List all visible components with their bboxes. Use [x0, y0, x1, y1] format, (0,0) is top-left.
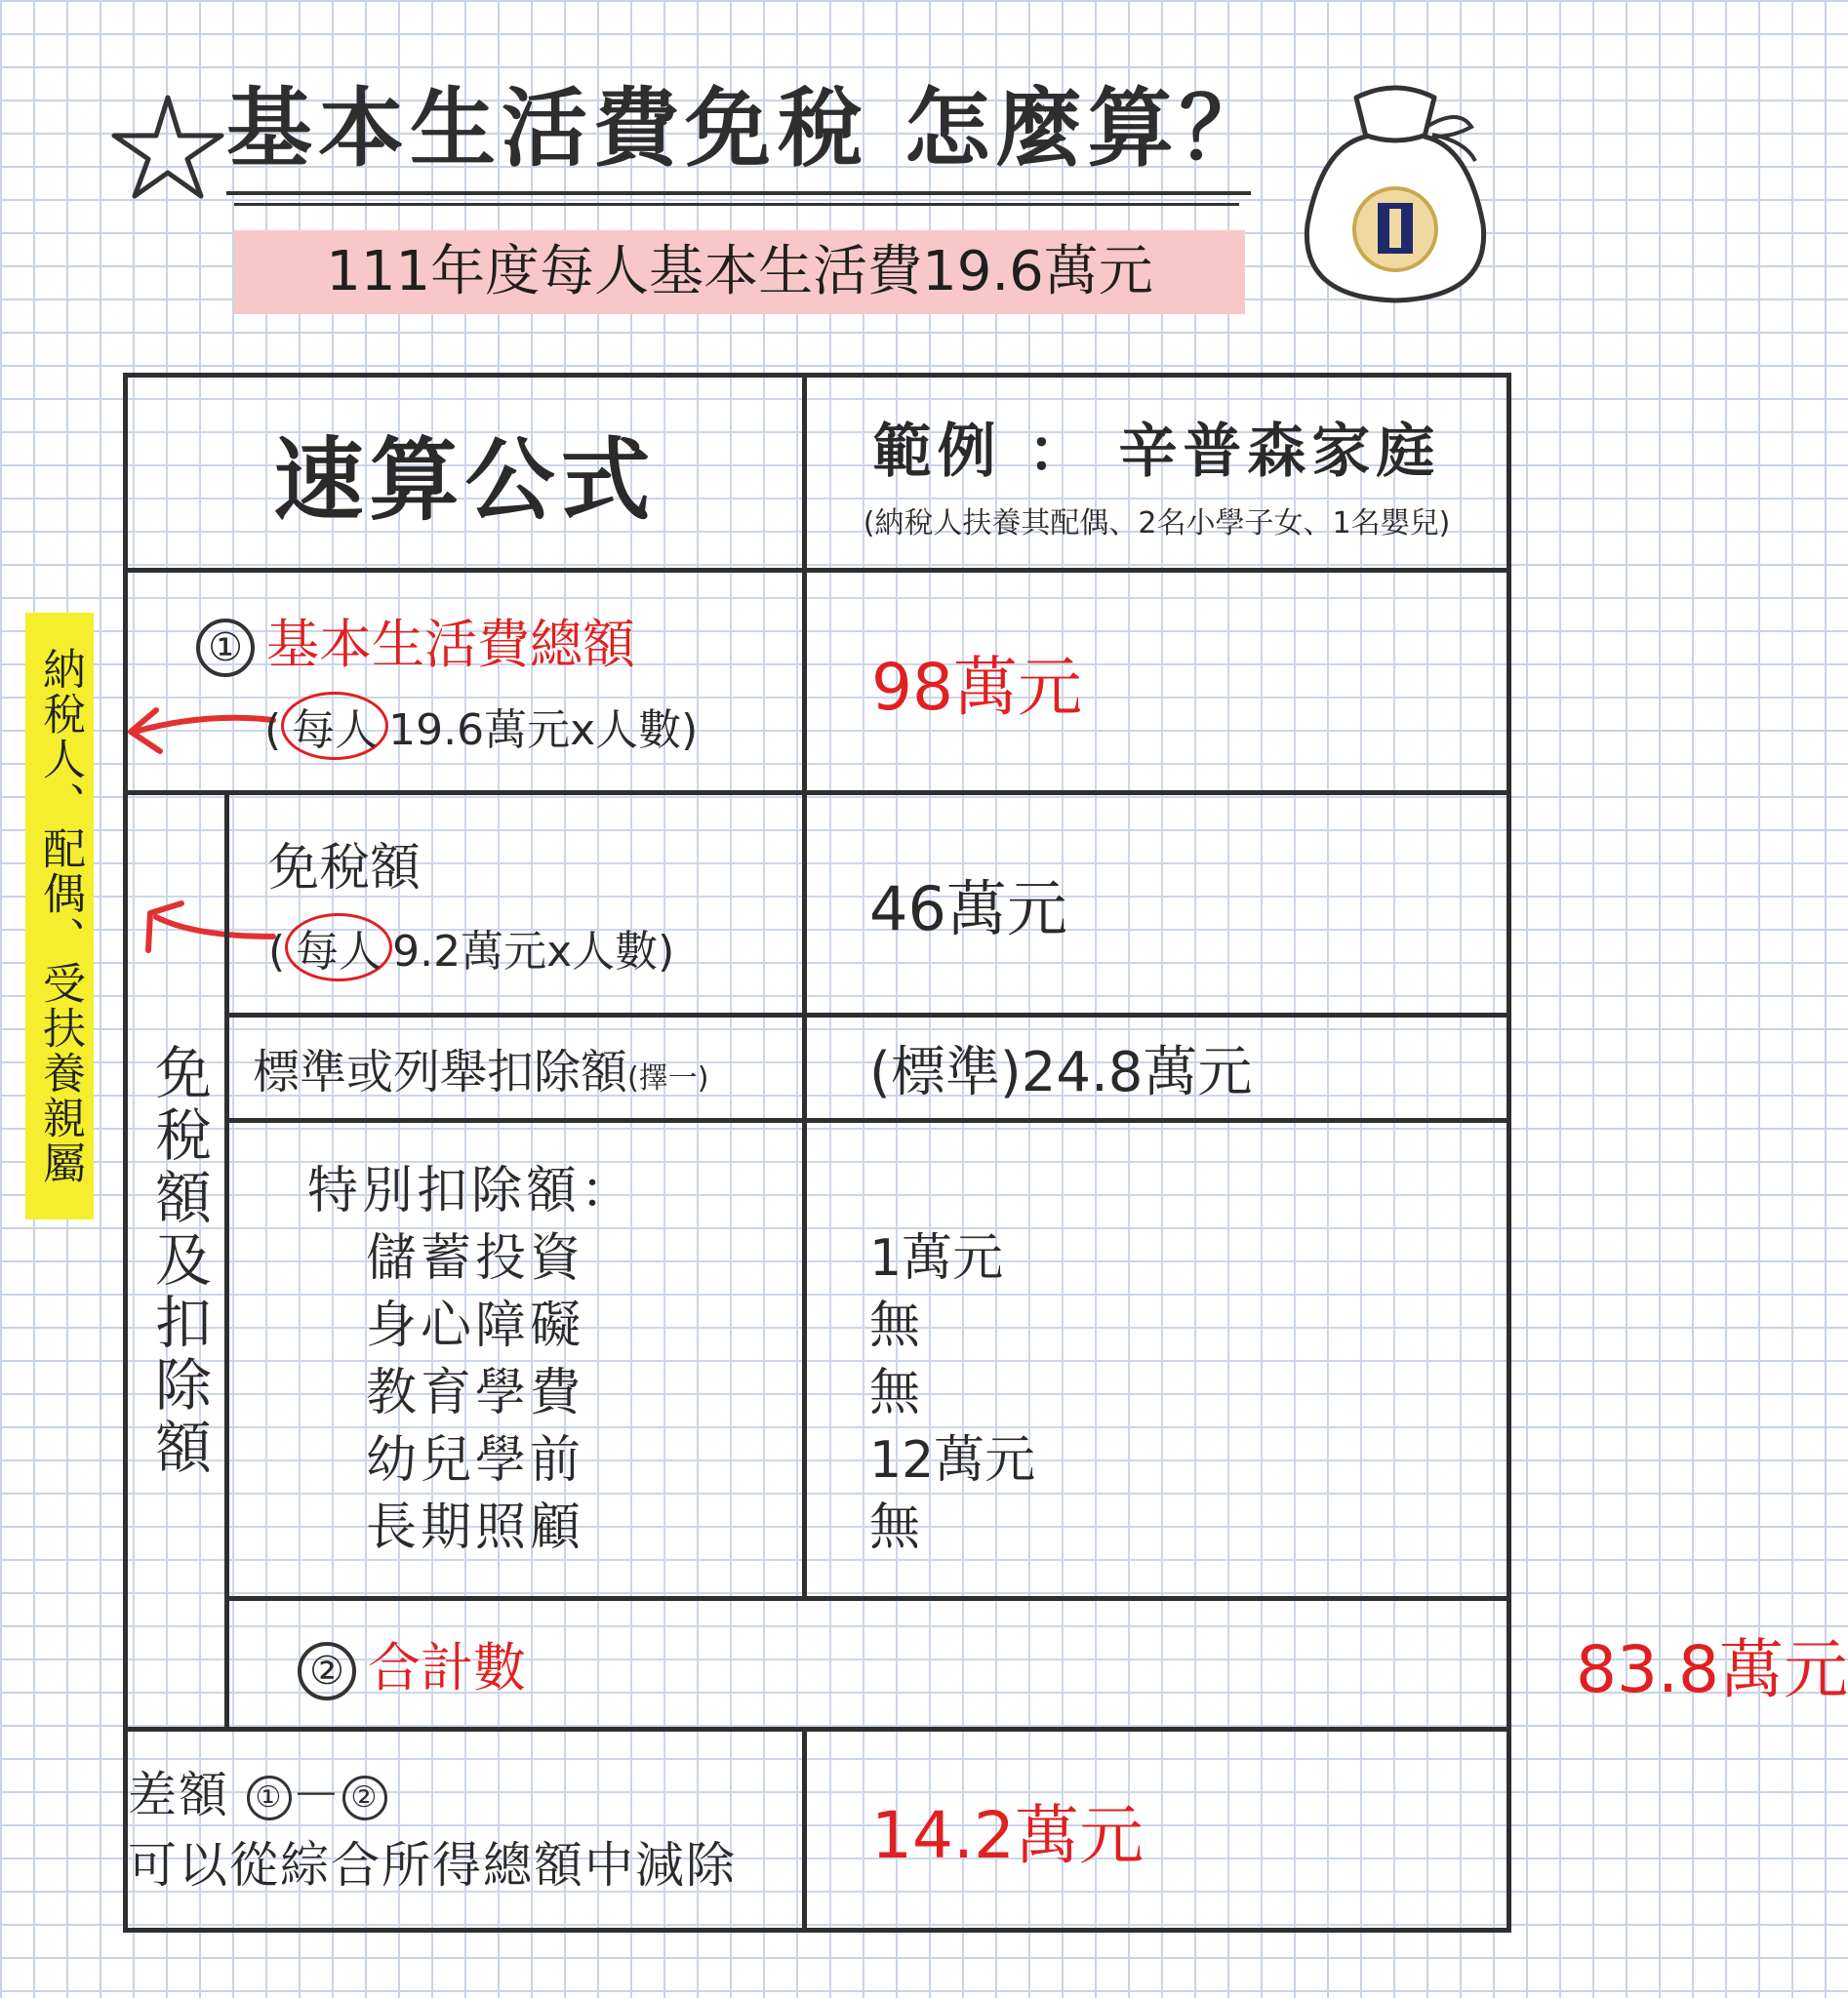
- special-item-preschool: 幼兒學前: [366, 1430, 585, 1490]
- exemption-cell: [227, 793, 805, 1016]
- special-item-savings: 儲蓄投資: [366, 1228, 585, 1288]
- star-icon: [109, 93, 226, 200]
- page-title: 基本生活費免稅 怎麼算？: [226, 78, 1271, 179]
- side-tag-taxpayer-members: 納稅人、配偶、受扶養親屬: [25, 613, 94, 1219]
- special-value-savings: 1萬元: [869, 1228, 1004, 1288]
- table-header-row: [126, 376, 1509, 571]
- special-value-tuition: 無: [869, 1363, 921, 1422]
- basic-living-total-value: 98萬元: [805, 571, 1509, 793]
- difference-description: 可以從綜合所得總額中減除: [128, 1836, 737, 1894]
- difference-value: 14.2萬元: [805, 1730, 1509, 1931]
- deduction-group-label-cell: [126, 793, 227, 1730]
- marker-1: ①: [196, 619, 255, 677]
- special-value-disability: 無: [869, 1296, 921, 1355]
- example-header: 範例 ： 辛普森家庭: [872, 417, 1441, 486]
- money-bag-icon: [1298, 78, 1493, 312]
- row-basic-living-total: [126, 571, 1509, 793]
- deduction-group-label: 免稅額及扣除額: [145, 1042, 212, 1480]
- special-value-preschool: 12萬元: [869, 1430, 1036, 1490]
- formula-header: 速算公式: [126, 376, 805, 571]
- total-label: 合計數: [368, 1637, 526, 1698]
- total-cell: [227, 1599, 1509, 1730]
- special-item-longterm-care: 長期照顧: [366, 1498, 585, 1557]
- example-header-cell: [805, 376, 1509, 571]
- basic-living-formula: ( 每人 19.6萬元x人數): [196, 692, 802, 760]
- row-total: ② 合計數 83.8萬元: [126, 1599, 1509, 1730]
- difference-formula: 差額 ① － ②: [128, 1760, 802, 1830]
- basic-living-total-cell: [126, 571, 805, 793]
- difference-cell: [126, 1730, 805, 1931]
- basic-living-total-label: 基本生活費總額: [266, 614, 635, 675]
- row-difference: [126, 1730, 1509, 1931]
- special-deductions-cell: [227, 1121, 805, 1599]
- calculation-table: [123, 373, 1848, 1933]
- per-person-circled: 每人: [281, 692, 388, 760]
- title-underline-2: [234, 203, 1239, 206]
- special-item-tuition: 教育學費: [366, 1363, 585, 1422]
- exemption-value: 46萬元: [805, 793, 1509, 1016]
- row-standard-deduction: [126, 1016, 1509, 1121]
- emblem-icon: [1378, 203, 1413, 254]
- exemption-label: 免稅額: [268, 839, 422, 898]
- exemption-formula: ( 每人 9.2萬元x人數): [268, 913, 802, 981]
- subtitle-banner: 111年度每人基本生活費19.6萬元: [234, 230, 1245, 314]
- standard-deduction-cell: [227, 1016, 805, 1121]
- per-person-circled-2: 每人: [285, 913, 392, 981]
- row-special-deductions: [126, 1121, 1509, 1599]
- special-values-cell: [805, 1121, 1509, 1599]
- special-value-longterm-care: 無: [869, 1498, 921, 1557]
- example-note: (納稅人扶養其配偶、2名小學子女、1名嬰兒): [863, 505, 1451, 540]
- standard-deduction-note: (擇一): [627, 1061, 709, 1096]
- special-item-disability: 身心障礙: [366, 1296, 585, 1355]
- special-deductions-heading: 特別扣除額：: [307, 1161, 636, 1220]
- title-underline: [226, 191, 1251, 195]
- marker-2: ②: [298, 1642, 356, 1700]
- standard-deduction-value: (標準)24.8萬元: [805, 1016, 1509, 1121]
- standard-deduction-label: 標準或列舉扣除額: [253, 1045, 628, 1099]
- row-exemption: [126, 793, 1509, 1016]
